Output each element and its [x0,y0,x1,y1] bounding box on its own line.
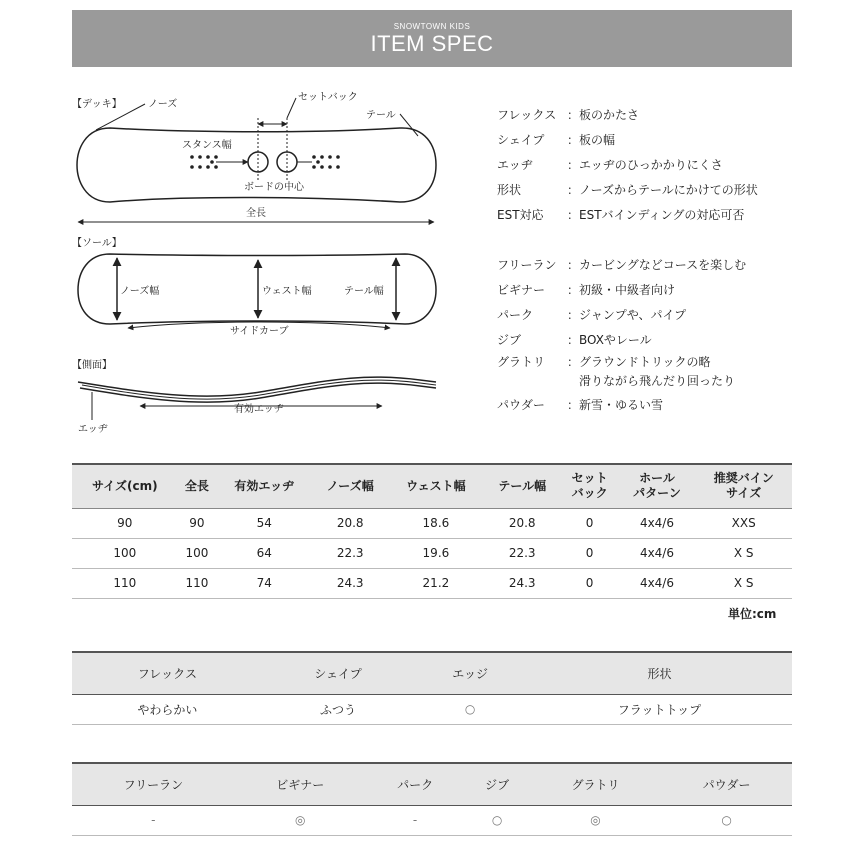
feature-header: フレックス [72,652,263,694]
spec-cell: 20.8 [312,508,388,538]
spec-cell: 4x4/6 [619,508,696,538]
spec-cell: 24.3 [484,568,561,598]
feature-value: フラットトップ [527,694,792,724]
style-table [72,762,792,836]
spec-cell: 90 [72,508,178,538]
spec-table [72,463,792,599]
spec-header: セット バック [561,464,619,508]
deck-label: 【デッキ】 [72,99,122,110]
side-profile [78,377,436,402]
spec-cell: 22.3 [312,538,388,568]
feature-header: シェイプ [263,652,414,694]
stance-width-label: スタンス幅 [182,140,232,151]
spec-cell: 0 [561,538,619,568]
spec-header: ノーズ幅 [312,464,388,508]
nose-width-label: ノーズ幅 [120,286,160,297]
tail-width-label: テール幅 [344,286,384,297]
spec-header-row [72,464,792,508]
spec-cell: 19.6 [388,538,484,568]
style-value: - [72,805,235,835]
overall-length-label: 全長 [246,208,266,219]
spec-header: サイズ(cm) [72,464,178,508]
glossary-row: フレックス ： 板のかたさ [497,108,640,122]
feature-header: 形状 [527,652,792,694]
spec-cell: 54 [216,508,312,538]
feature-value-row [72,694,792,724]
board-center-label: ボードの中心 [244,182,304,193]
glossary-row: エッヂ ： エッヂのひっかかりにくさ [497,158,723,172]
side-curve-label: サイドカーブ [230,326,289,337]
spec-header: テール幅 [484,464,561,508]
spec-cell: XXS [695,508,792,538]
glossary-row: 形状 ： ノーズからテールにかけての形状 [497,183,758,197]
spec-cell: 4x4/6 [619,538,696,568]
tail-label: テール [366,110,396,121]
spec-cell: 21.2 [388,568,484,598]
style-value: ◎ [235,805,366,835]
style-value: - [366,805,464,835]
spec-cell: 110 [72,568,178,598]
style-header-row [72,763,792,805]
style-header: ジブ [464,763,530,805]
style-header: パーク [366,763,464,805]
nose-label: ノーズ [148,99,178,110]
spec-cell: 90 [178,508,217,538]
glossary-row: フリーラン ： カービングなどコースを楽しむ [497,258,747,272]
glossary-row: パウダー ： 新雪・ゆるい雪 [497,398,664,412]
style-header: パウダー [661,763,792,805]
feature-value: ふつう [263,694,414,724]
banner-subtitle: SNOWTOWN KIDS [393,22,471,31]
spec-cell: 20.8 [484,508,561,538]
spec-cell: X S [695,538,792,568]
style-value-row [72,805,792,835]
spec-cell: 64 [216,538,312,568]
setback-label: セットバック [298,92,358,103]
side-label: 【側面】 [72,360,112,371]
spec-cell: 4x4/6 [619,568,696,598]
unit-note: 単位:cm [728,607,777,621]
insert-holes-front [190,155,218,169]
glossary-row: グラトリ ： グラウンドトリックの略 滑りながら飛んだり回ったり [497,355,736,388]
spec-row [72,568,792,598]
sole-label: 【ソール】 [72,238,122,249]
glossary-term: フレックス [497,108,557,122]
feature-table [72,651,792,725]
spec-header: ホール パターン [619,464,696,508]
spec-header: 全長 [178,464,217,508]
feature-header-row [72,652,792,694]
style-value: ◎ [530,805,661,835]
insert-holes-rear [312,155,340,169]
spec-header: 有効エッヂ [216,464,312,508]
spec-cell: 100 [178,538,217,568]
style-header: グラトリ [530,763,661,805]
glossary-row: パーク ： ジャンプや、パイプ [497,308,687,322]
glossary-row: EST対応 ： ESTバインディングの対応可否 [497,208,745,222]
glossary-row: ジブ ： BOXやレール [497,333,652,347]
spec-cell: 110 [178,568,217,598]
spec-cell: 0 [561,568,619,598]
banner-title: ITEM SPEC [370,31,494,56]
feature-header: エッジ [413,652,527,694]
spec-cell: X S [695,568,792,598]
spec-cell: 24.3 [312,568,388,598]
style-value: ○ [661,805,792,835]
spec-cell: 22.3 [484,538,561,568]
spec-cell: 100 [72,538,178,568]
spec-cell: 0 [561,508,619,538]
spec-header: ウェスト幅 [388,464,484,508]
waist-width-label: ウェスト幅 [262,286,312,297]
edge-label: エッヂ [78,424,108,435]
spec-row [72,538,792,568]
glossary-row: ビギナー ： 初級・中級者向け [497,283,676,297]
style-header: フリーラン [72,763,235,805]
spec-header: 推奨バイン サイズ [695,464,792,508]
style-header: ビギナー [235,763,366,805]
glossary-desc: 板のかたさ [579,108,640,122]
glossary-row: シェイプ ： 板の幅 [497,133,616,147]
feature-value: やわらかい [72,694,263,724]
spec-cell: 74 [216,568,312,598]
effective-edge-label: 有効エッヂ [234,404,284,415]
spec-row [72,508,792,538]
feature-value: ○ [413,694,527,724]
spec-cell: 18.6 [388,508,484,538]
style-value: ○ [464,805,530,835]
